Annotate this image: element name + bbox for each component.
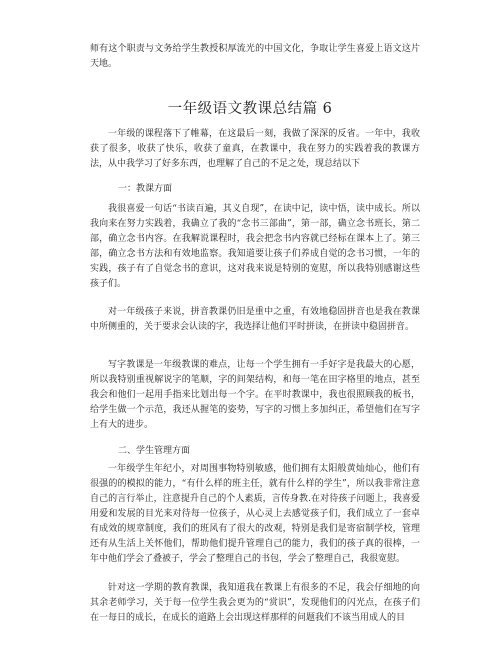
paragraph-3: 对一年级孩子来说，拼音教课仍旧是重中之重，有效地稳固拼音也是我在教课中所侧重的，关于要求会认读的字，我选择让他们平时拼读，在拼读中稳固拼音。 <box>90 307 420 332</box>
paragraph-5: 一年级学生年纪小，对周围事物特别敏感，他们拥有太阳般黄灿灿心，他们有很强的的模拟的能力，“有什么样的班主任，就有什么样的学生”，所以我非常注意自己的言行举止，注意提升自己的个人素质，言传身教.在对待孩子问题上，我喜爱用爱和发展的目光来对待每一位孩子，从心灵上去感觉孩子们，我们成立了一套卓有成效的规章制度，我们的班风有了很大的改观，特别是我们是寄宿制学校，管理还有从生活上关怀他们，帮助他们提升管理自己的能力，我们的孩子真的很棒，一年中他们学会了叠被子，学会了整理自己的书包，学会了整理自己，我很宽慰。 <box>90 464 420 564</box>
paragraph-1: 一年级的课程落下了帷幕，在这最后一刻，我做了深深的反省。一年中，我收获了很多，收获了快乐，收获了童真，在教课中，我在努力的实践着我的教课方法，从中我学习了好多东西，也理解了自己的不足之处，现总结以下 <box>90 129 420 169</box>
paragraph-6: 针对这一学期的教育教课，我知道我在教课上有很多的不足，我会仔细地的向其余老师学习，关于每一位学生我会更为的“赏识”，发现他们的闪光点，在孩子们在一每日的成长，在成长的道路上会出现这样那样的问题我们不该当用成人的目 <box>90 583 420 623</box>
paragraph-2: 我很喜爱一句话“书读百遍，其义自现”，在读中记，读中悟，读中成长。所以我向来在努力实践着，我确立了我的“念书三部曲”，第一部，确立念书班长，第二部，确立念书内容。在我解说课程时，我会把念书内容就已经标在课本上了。第三部，确立念书方法和有效地监察。我知道要让孩子们养成自觉的念书习惯，一年的实践，孩子有了自觉念书的意识，这对我来说是特别的宽慰，所以我特别感谢这些孩子们。 <box>90 204 420 289</box>
paragraph-4: 写字教课是一年级教课的难点，让每一个学生拥有一手好字是我最大的心愿，所以我特别重视解说字的笔顺，字的间架结构，和每一笔在田字格里的地点，甚至我会和他们一起用手指来比划出每一个字。在平时教课中，我也很照顾我的板书，给学生做一个示范，我还从握笔的姿势，写字的习惯上多加纠正，希望他们在写字上有大的进步。 <box>90 360 420 430</box>
section-heading-teaching: 一：教课方面 <box>118 184 173 194</box>
page-title: 一年级语文教课总结篇 6 <box>167 101 333 117</box>
intro-paragraph: 师有这个职责与文务给学生教授积厚流光的中国文化，争取让学生喜爱上语文这片天地。 <box>90 44 420 69</box>
section-heading-management: 二、学生管理方面 <box>118 446 191 456</box>
